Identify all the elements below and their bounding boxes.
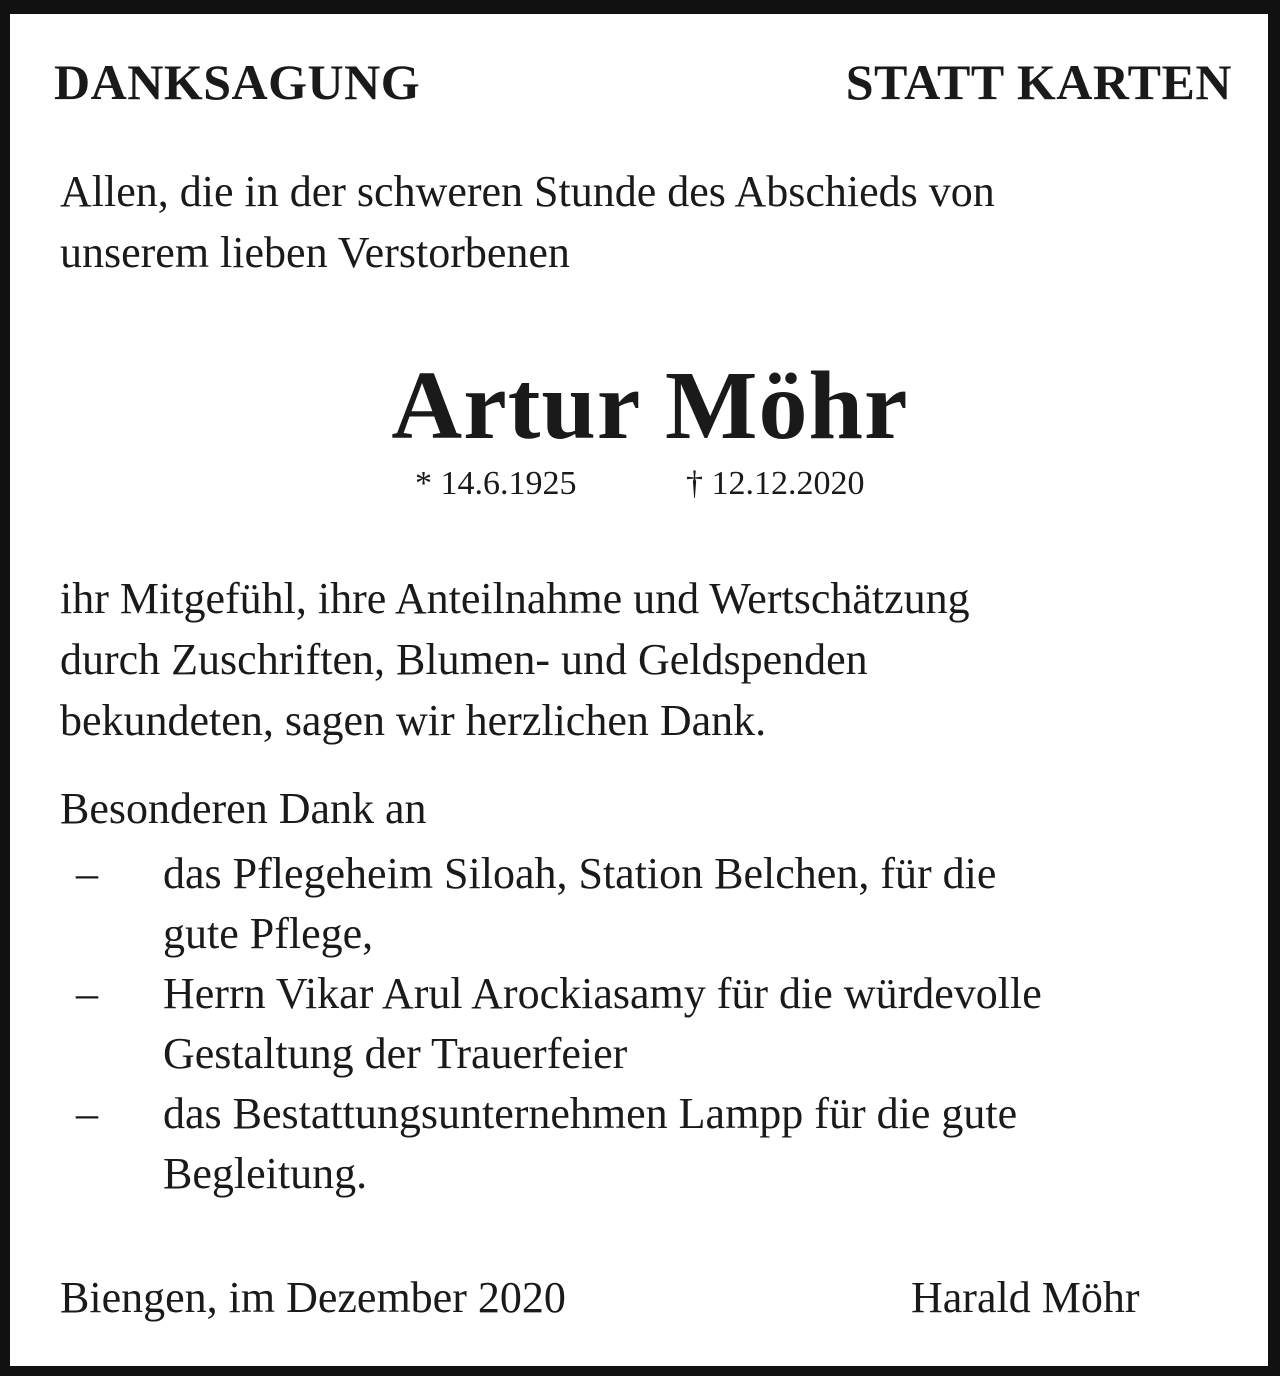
deceased-name: Artur Möhr bbox=[391, 352, 909, 460]
dash-bullet: – bbox=[76, 1089, 98, 1138]
thanks-line-1: ihr Mitgefühl, ihre Anteilnahme und Wertschätzung bbox=[60, 574, 970, 623]
list-item-line-2: Begleitung. bbox=[163, 1149, 368, 1198]
birth-date: * 14.6.1925 bbox=[415, 465, 577, 502]
thanks-line-2: durch Zuschriften, Blumen- und Geldspenden bbox=[60, 635, 868, 684]
thanks-line-3: bekundeten, sagen wir herzlichen Dank. bbox=[60, 696, 767, 745]
intro-line-1: Allen, die in der schweren Stunde des Abschieds von bbox=[60, 167, 995, 216]
list-item-text bbox=[163, 1084, 1263, 1204]
list-item-line-2: Gestaltung der Trauerfeier bbox=[163, 1029, 628, 1078]
signature: Harald Möhr bbox=[911, 1273, 1140, 1322]
list-item bbox=[10, 964, 1280, 1084]
list-item bbox=[10, 844, 1280, 964]
heading-statt-karten: STATT KARTEN bbox=[845, 54, 1232, 110]
list-item-line-1: das Bestattungsunternehmen Lampp für die gute bbox=[163, 1089, 1018, 1138]
list-item-text bbox=[163, 844, 1263, 964]
special-thanks-heading: Besonderen Dank an bbox=[60, 784, 427, 833]
list-item-text bbox=[163, 964, 1263, 1084]
place-and-date: Biengen, im Dezember 2020 bbox=[60, 1273, 566, 1322]
list-item-line-1: Herrn Vikar Arul Arockiasamy für die würdevolle bbox=[163, 969, 1042, 1018]
heading-danksagung: DANKSAGUNG bbox=[54, 54, 421, 110]
thanks-paragraph bbox=[60, 568, 970, 751]
list-item-line-2: gute Pflege, bbox=[163, 909, 374, 958]
dash-bullet: – bbox=[76, 849, 98, 898]
list-item bbox=[10, 1084, 1280, 1204]
dash-bullet: – bbox=[76, 969, 98, 1018]
special-thanks-list bbox=[10, 844, 1280, 1204]
intro-line-2: unserem lieben Verstorbenen bbox=[60, 228, 570, 277]
list-item-line-1: das Pflegeheim Siloah, Station Belchen, für die bbox=[163, 849, 997, 898]
intro-paragraph bbox=[60, 161, 995, 283]
death-date: † 12.12.2020 bbox=[686, 465, 865, 502]
